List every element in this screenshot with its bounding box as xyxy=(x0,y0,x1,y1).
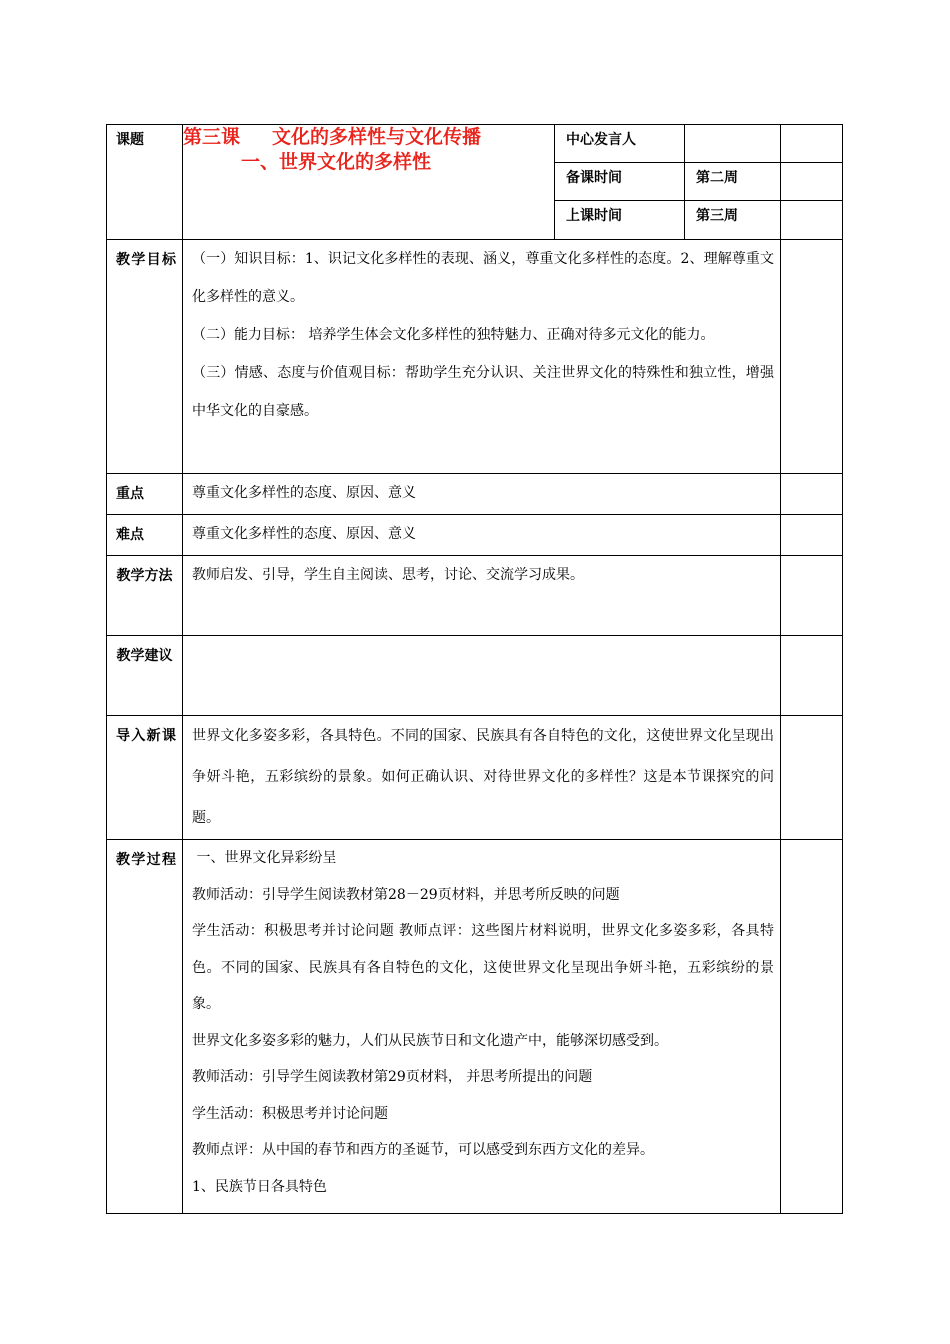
objectives-label: 教学目标 xyxy=(107,240,183,474)
lesson-plan-table xyxy=(106,124,843,1214)
lesson-title xyxy=(183,125,555,240)
speaker-label: 中心发言人 xyxy=(555,125,685,163)
prep-time-value: 第二周 xyxy=(685,163,781,201)
margin-cell xyxy=(781,474,843,515)
margin-cell xyxy=(781,636,843,716)
process-line: 一、世界文化异彩纷呈 xyxy=(192,850,337,866)
process-line: 世界文化多姿多彩的魅力，人们从民族节日和文化遗产中，能够深切感受到。 xyxy=(192,1032,668,1049)
objective-knowledge: （一）知识目标：1、识记文化多样性的表现、涵义，尊重文化多样性的态度。2、理解尊重文化多样性的意义。 xyxy=(192,251,774,305)
key-points-text: 尊重文化多样性的态度、原因、意义 xyxy=(183,474,781,515)
prep-time-label: 备课时间 xyxy=(555,163,685,201)
intro-text: 世界文化多姿多彩，各具特色。不同的国家、民族具有各自特色的文化，这使世界文化呈现出争妍斗艳，五彩缤纷的景象。如何正确认识、对待世界文化的多样性？这是本节课探究的问题。 xyxy=(183,716,781,840)
class-time-label: 上课时间 xyxy=(555,201,685,240)
process-content xyxy=(183,840,781,1214)
margin-cell xyxy=(781,716,843,840)
process-line: 1、民族节日各具特色 xyxy=(192,1178,327,1195)
process-line: 学生活动：积极思考并讨论问题 教师点评：这些图片材料说明，世界文化多姿多彩，各具特色。不同的国家、民族具有各自特色的文化，这使世界文化呈现出争妍斗艳，五彩缤纷的景象。 xyxy=(192,923,774,1012)
margin-cell xyxy=(781,515,843,556)
margin-cell xyxy=(781,240,843,474)
topic-label: 课题 xyxy=(107,125,183,240)
lesson-name: 文化的多样性与文化传播 xyxy=(272,126,482,148)
objective-ability: （二）能力目标： 培养学生体会文化多样性的独特魅力、正确对待多元文化的能力。 xyxy=(192,327,715,343)
margin-cell xyxy=(781,201,843,240)
suggestions-text xyxy=(183,636,781,716)
key-points-label: 重点 xyxy=(107,474,183,515)
methods-text: 教师启发、引导，学生自主阅读、思考，讨论、交流学习成果。 xyxy=(183,556,781,636)
difficulties-label: 难点 xyxy=(107,515,183,556)
section-title: 一、世界文化的多样性 xyxy=(241,151,432,173)
process-label: 教学过程 xyxy=(107,840,183,1214)
process-line: 教师活动：引导学生阅读教材第28－29页材料，并思考所反映的问题 xyxy=(192,886,620,903)
objectives-content xyxy=(183,240,781,474)
margin-cell xyxy=(781,556,843,636)
process-line: 教师活动：引导学生阅读教材第29页材料， 并思考所提出的问题 xyxy=(192,1069,593,1085)
speaker-value xyxy=(685,125,781,163)
margin-cell xyxy=(781,163,843,201)
suggestions-label: 教学建议 xyxy=(107,636,183,716)
process-line: 学生活动：积极思考并讨论问题 xyxy=(192,1105,388,1122)
objective-emotion: （三）情感、态度与价值观目标：帮助学生充分认识、关注世界文化的特殊性和独立性，增强中华文化的自豪感。 xyxy=(192,365,774,419)
methods-label: 教学方法 xyxy=(107,556,183,636)
process-line: 教师点评：从中国的春节和西方的圣诞节，可以感受到东西方文化的差异。 xyxy=(192,1142,654,1158)
margin-cell xyxy=(781,125,843,163)
lesson-number: 第三课 xyxy=(183,126,241,148)
margin-cell xyxy=(781,840,843,1214)
difficulties-text: 尊重文化多样性的态度、原因、意义 xyxy=(183,515,781,556)
class-time-value: 第三周 xyxy=(685,201,781,240)
intro-label: 导入新课 xyxy=(107,716,183,840)
